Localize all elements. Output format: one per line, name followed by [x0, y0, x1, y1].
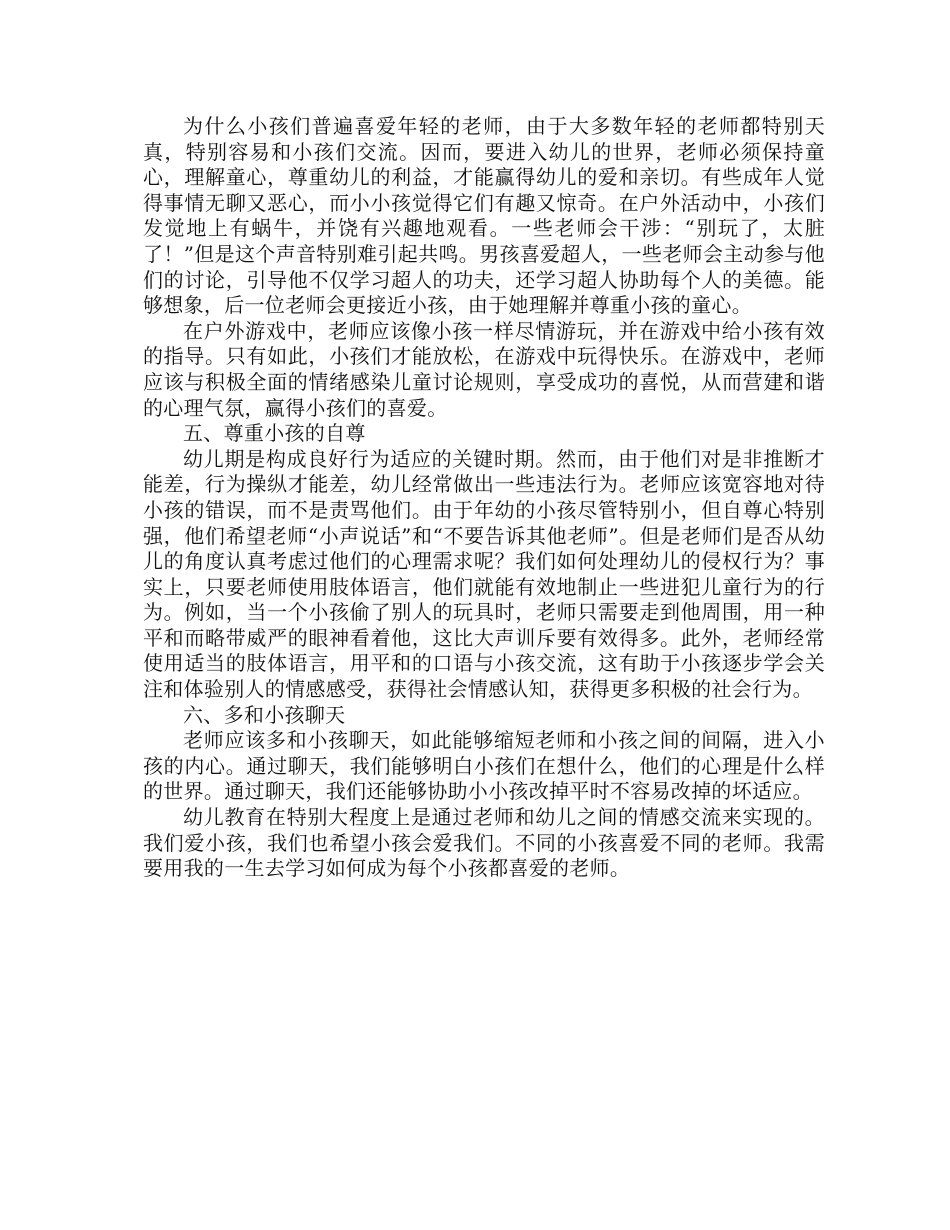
- section-heading-respect-self-esteem: 五、尊重小孩的自尊: [183, 421, 366, 446]
- paragraph-conclusion: 幼儿教育在特别大程度上是通过老师和幼儿之间的情感交流来实现的。我们爱小孩，我们也希望小孩会爱我们。不同的小孩喜爱不同的老师。我需要用我的一生去学习如何成为每个小孩都喜爱的老师。: [143, 805, 825, 881]
- section-heading-chat-with-children: 六、多和小孩聊天: [183, 702, 346, 727]
- paragraph-chatting: 老师应该多和小孩聊天，如此能够缩短老师和小孩之间的间隔，进入小孩的内心。通过聊天，我们能够明白小孩们在想什么，他们的心理是什么样的世界。通过聊天，我们还能够协助小小孩改掉平时不容易改掉的坏适应。: [143, 728, 825, 804]
- paragraph-self-esteem: 幼儿期是构成良好行为适应的关键时期。然而，由于他们对是非推断才能差，行为操纵才能差，幼儿经常做出一些违法行为。老师应该宽容地对待小孩的错误，而不是责骂他们。由于年幼的小孩尽管特别小，但自尊心特别强，他们希望老师“小声说话”和“不要告诉其他老师”。但是老师们是否从幼儿的角度认真考虑过他们的心理需求呢？我们如何处理幼儿的侵权行为？事实上，只要老师使用肢体语言，他们就能有效地制止一些进犯儿童行为的行为。例如，当一个小孩偷了别人的玩具时，老师只需要走到他周围，用一种平和而略带威严的眼神看着他，这比大声训斥要有效得多。此外，老师经常使用适当的肢体语言，用平和的口语与小孩交流，这有助于小孩逐步学会关注和体验别人的情感感受，获得社会情感认知，获得更多积极的社会行为。: [143, 446, 825, 702]
- paragraph-childlike-heart: 为什么小孩们普遍喜爱年轻的老师，由于大多数年轻的老师都特别天真，特别容易和小孩们交流。因而，要进入幼儿的世界，老师必须保持童心，理解童心，尊重幼儿的利益，才能赢得幼儿的爱和亲切。有些成年人觉得事情无聊又恶心，而小小孩觉得它们有趣又惊奇。在户外活动中，小孩们发觉地上有蜗牛，并饶有兴趣地观看。一些老师会干涉：“别玩了，太脏了！”但是这个声音特别难引起共鸣。男孩喜爱超人，一些老师会主动参与他们的讨论，引导他不仅学习超人的功夫，还学习超人协助每个人的美德。能够想象，后一位老师会更接近小孩，由于她理解并尊重小孩的童心。: [143, 114, 825, 318]
- paragraph-outdoor-games: 在户外游戏中，老师应该像小孩一样尽情游玩，并在游戏中给小孩有效的指导。只有如此，小孩们才能放松，在游戏中玩得快乐。在游戏中，老师应该与积极全面的情绪感染儿童讨论规则，享受成功的喜悦，从而营建和谐的心理气氛，赢得小孩们的喜爱。: [143, 318, 825, 420]
- document-page: [143, 114, 825, 882]
